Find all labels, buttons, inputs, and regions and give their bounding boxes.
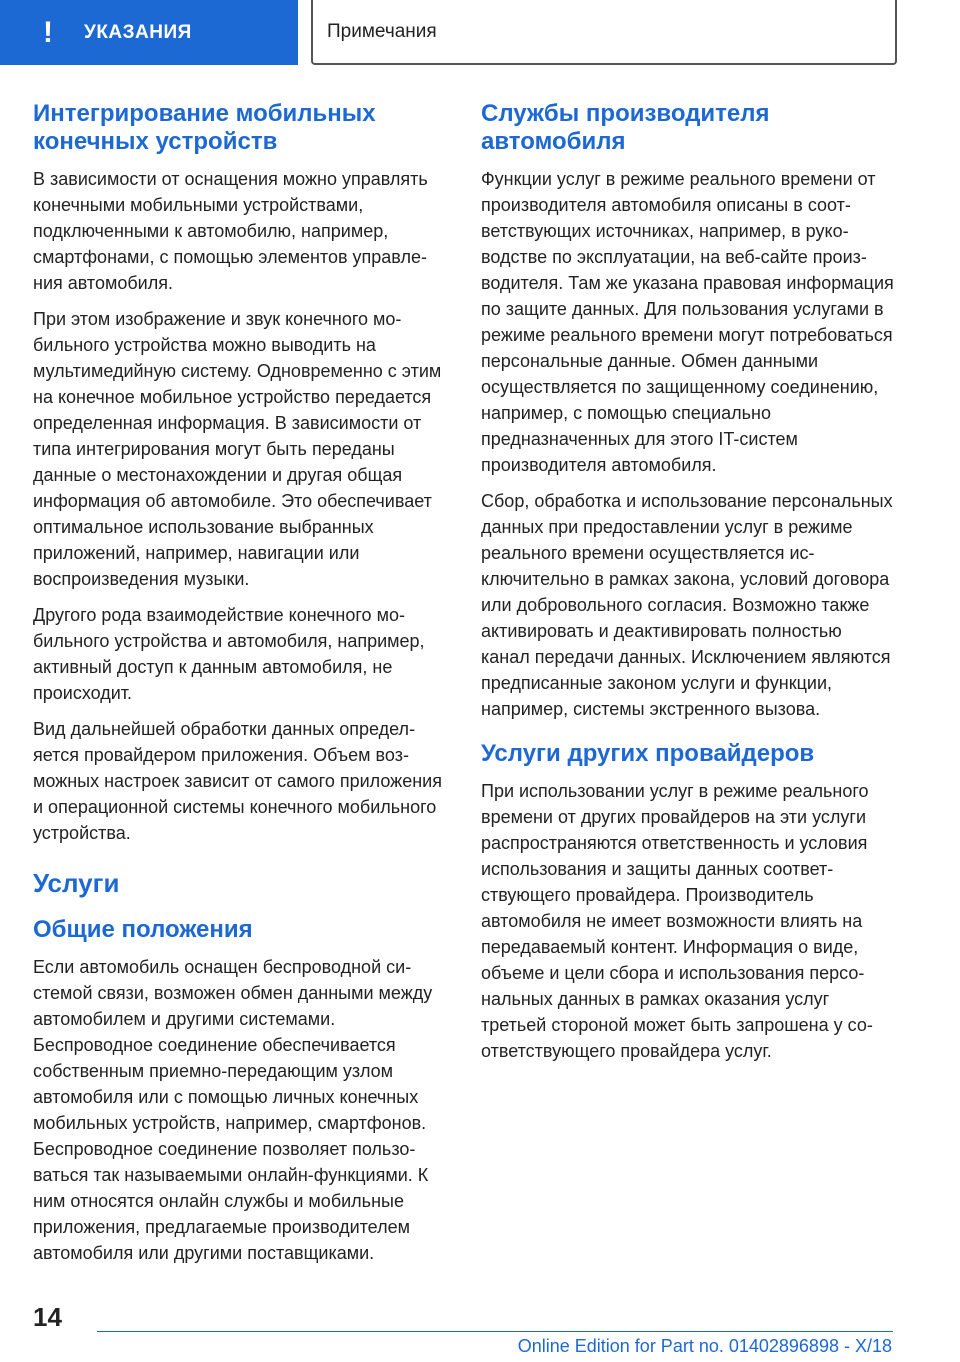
right-column [481,100,895,1064]
paragraph: Если автомобиль оснащен беспроводной системой связи, возможен обмен данными между автомобилем и другими системами. Беспроводное соединение обеспечивается собственным приемно-передающим узлом автомобиля или с помощью личных конечных мобильных устройств, например, смартфонов. Беспроводное соединение позволяет пользоваться так называемыми онлайн-функциями. К ним относятся онлайн службы и мобильные приложения, предлагаемые производителем автомобиля или другими поставщиками. [33,957,433,1263]
exclamation-icon: ! [43,15,53,49]
paragraph: При этом изображение и звук конечного мобильного устройства можно выводить на мультимедийную систему. Одновременно с этим на конечное мобильное устройство передается определенная информация. В зависимости от типа интегрирования могут быть переданы данные о местонахождении и другая общая информация об автомобиле. Это обеспечивает оптимальное использование выбранных приложений, например, навигации или воспроизведения музыки. [33,309,442,589]
heading-integration: Интегрирование мобильных конечных устройств [33,100,376,155]
heading-general: Общие положения [33,916,253,943]
header-section-box [311,0,897,65]
paragraph: В зависимости от оснащения можно управлять конечными мобильными устройствами, подключенными к автомобилю, например, смартфонами, с помощью элементов управления автомобиля. [33,169,428,293]
heading-other-providers: Услуги других провайдеров [481,740,815,767]
paragraph: Вид дальнейшей обработки данных определяется провайдером приложения. Объем возможных настроек зависит от самого приложения и операционной системы конечного мобильного устройства. [33,719,442,843]
footer-edition-text: Online Edition for Part no. 01402896898 - X/18 [517,1336,892,1356]
heading-manufacturer-services: Службы производителя автомобиля [481,100,770,155]
paragraph: Другого рода взаимодействие конечного мобильного устройства и автомобиля, например, активный доступ к данным автомобиля, не происходит. [33,605,425,703]
header-tab [0,0,298,65]
heading-services: Услуги [33,868,120,898]
paragraph: При использовании услуг в режиме реального времени от других провайдеров на эти услуги распространяются ответственность и условия использования и защиты данных соответствующего провайдера. Производитель автомобиля не имеет возможности влиять на передаваемый контент. Информация о виде, объеме и цели сбора и использования персональных данных в рамках оказания услуг третьей стороной может быть запрошена у соответствующего провайдера услуг. [481,781,873,1061]
paragraph: Функции услуг в режиме реального времени от производителя автомобиля описаны в соответствующих источниках, например, в руководстве по эксплуатации, на веб-сайте производителя. Там же указана правовая информация по защите данных. Для пользования услугами в режиме реального времени могут потребоваться персональные данные. Обмен данными осуществляется по защищенному соединению, например, с помощью специально предназначенных для этого IT-систем производителя автомобиля. [481,169,894,475]
paragraph: Сбор, обработка и использование персональных данных при предоставлении услуг в режиме реального времени осуществляется исключительно в рамках закона, условий договора или добровольного согласия. Возможно также активировать и деактивировать полностью канал передачи данных. Исключением являются предписанные законом услуги и функции, например, системы экстренного вызова. [481,491,893,719]
left-column [33,100,447,1266]
header-section-label: Примечания [327,20,437,42]
footer-divider [97,1331,893,1332]
header-tab-label: УКАЗАНИЯ [84,21,192,43]
page-number: 14 [33,1302,62,1332]
